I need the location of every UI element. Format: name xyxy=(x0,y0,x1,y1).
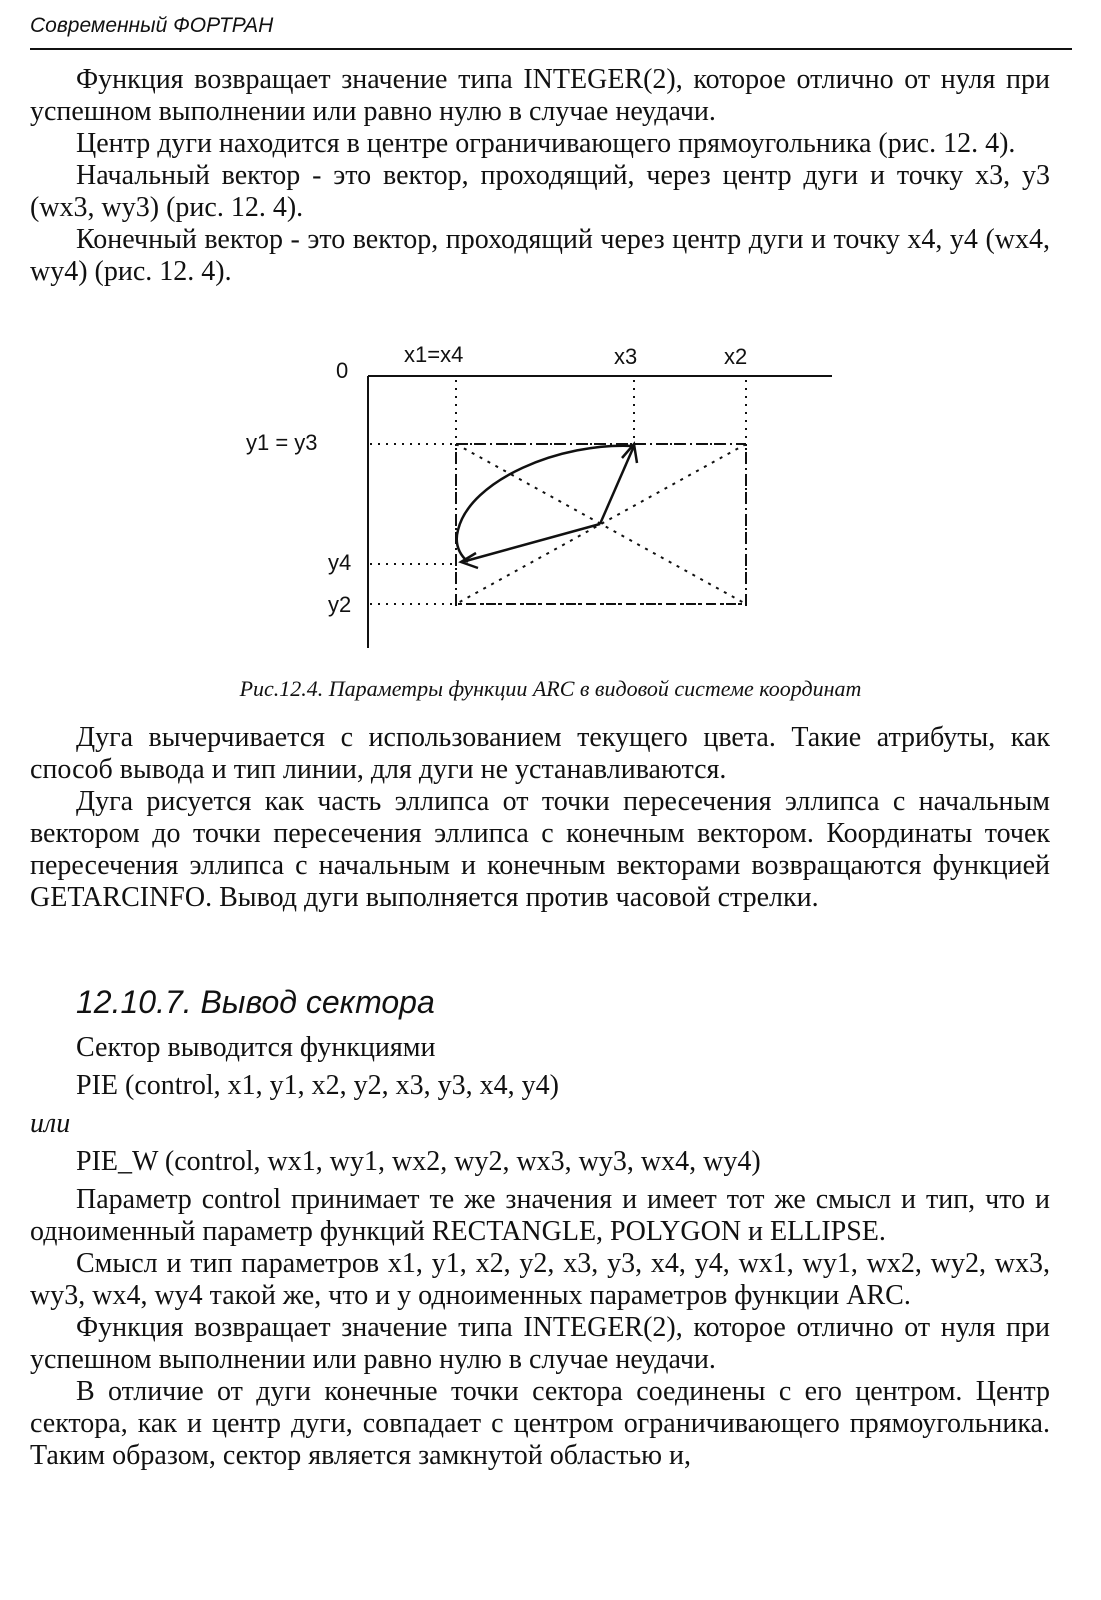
label-x3: x3 xyxy=(614,344,638,369)
running-title: Современный ФОРТРАН xyxy=(30,14,274,37)
arc-diagram xyxy=(0,330,1101,670)
paragraph: Дуга рисуется как часть эллипса от точки пересечения эллипса с начальным вектором до точки пересечения эллипса с конечным вектором. Координаты точек пересечения эллипса с начальным и конечным векторами возвращаются функцией GETARCINFO. Вывод дуги выполняется против часовой стрелки. xyxy=(30,786,1050,913)
paragraph: Начальный вектор - это вектор, проходящий, через центр дуги и точку x3, y3 (wx3, wy3) (рис. 12. 4). xyxy=(30,160,1050,223)
arc xyxy=(457,446,634,562)
formula-pie-w: PIE_W (control, wx1, wy1, wx2, wy2, wx3, wy3, wx4, wy4) xyxy=(76,1146,761,1177)
label-y4: y4 xyxy=(328,550,352,575)
end-vector xyxy=(462,524,600,562)
intro-text xyxy=(30,64,1050,288)
paragraph: Конечный вектор - это вектор, проходящий через центр дуги и точку x4, y4 (wx4, wy4) (рис. 12. 4). xyxy=(30,224,1050,287)
formula-pie: PIE (control, x1, y1, x2, y2, x3, y3, x4, y4) xyxy=(76,1070,559,1101)
conjunction-or: или xyxy=(30,1108,71,1139)
start-vector xyxy=(600,446,634,524)
paragraph: Параметр control принимает те же значения и имеет тот же смысл и тип, что и одноименный параметр функций RECTANGLE, POLYGON и ELLIPSE. xyxy=(30,1184,1050,1247)
label-origin: 0 xyxy=(336,358,349,383)
after-figure-text xyxy=(30,722,1050,914)
paragraph: Функция возвращает значение типа INTEGER(2), которое отлично от нуля при успешном выполнении или равно нулю в случае неудачи. xyxy=(30,64,1050,127)
label-y2: y2 xyxy=(328,592,352,617)
section-text xyxy=(30,1032,1050,1472)
paragraph: Функция возвращает значение типа INTEGER(2), которое отлично от нуля при успешном выполнении или равно нулю в случае неудачи. xyxy=(30,1312,1050,1375)
label-x1-x4: x1=x4 xyxy=(404,342,464,367)
paragraph: В отличие от дуги конечные точки сектора соединены с его центром. Центр сектора, как и центр дуги, совпадает с центром ограничивающего прямоугольника. Таким образом, сектор является замкнутой областью и, xyxy=(30,1376,1050,1471)
figure-caption: Рис.12.4. Параметры функции ARC в видовой системе координат xyxy=(239,676,862,701)
section-heading: 12.10.7. Вывод сектора xyxy=(76,984,435,1020)
paragraph: Центр дуги находится в центре ограничивающего прямоугольника (рис. 12. 4). xyxy=(76,128,1016,159)
paragraph: Дуга вычерчивается с использованием текущего цвета. Такие атрибуты, как способ вывода и тип линии, для дуги не устанавливаются. xyxy=(30,722,1050,785)
label-x2: x2 xyxy=(724,344,748,369)
paragraph: Смысл и тип параметров x1, y1, x2, y2, x3, y3, x4, y4, wx1, wy1, wx2, wy2, wx3, wy3, wx4, wy4 такой же, что и у одноименных параметров функции ARC. xyxy=(30,1248,1050,1311)
label-y1-y3: y1 = y3 xyxy=(246,430,318,455)
figure-12-4 xyxy=(0,330,1101,670)
paragraph: Сектор выводится функциями xyxy=(76,1032,436,1063)
header-rule xyxy=(30,48,1072,50)
